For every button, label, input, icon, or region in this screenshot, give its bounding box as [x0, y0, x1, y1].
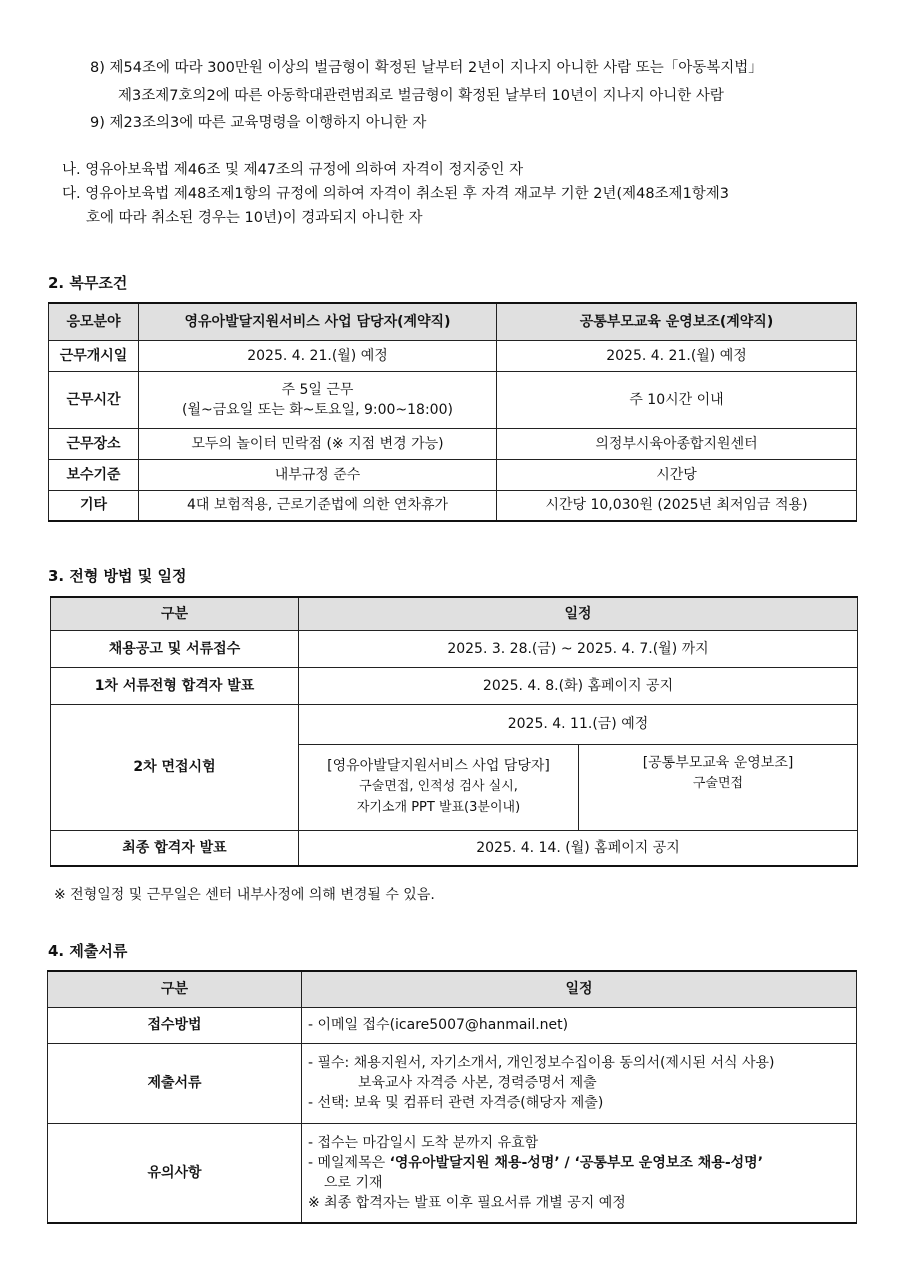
cell-value: 4대 보험적용, 근로기준법에 의한 연차휴가: [139, 490, 497, 521]
cell-value: 2025. 3. 28.(금) ~ 2025. 4. 7.(월) 까지: [299, 630, 858, 667]
table-row: [49, 340, 857, 371]
item-8-line1: 8) 제54조에 따라 300만원 이상의 벌금형이 확정된 날부터 2년이 지나지 아니한 사람 또는「아동복지법」: [90, 60, 763, 76]
cell-value: - 이메일 접수(icare5007@hanmail.net): [302, 1007, 857, 1043]
cell-value: 시간당: [497, 459, 857, 490]
row-label: 2차 면접시험: [51, 704, 299, 830]
cell-value: [302, 1043, 857, 1123]
table-row: [51, 830, 858, 866]
cell-value: 모두의 놀이터 민락점 (※ 지점 변경 가능): [139, 428, 497, 459]
row-label: 보수기준: [49, 459, 139, 490]
section-4-title: 4. 제출서류: [48, 942, 128, 960]
cell-line: 주 5일 근무: [281, 381, 354, 398]
item-na: 나. 영유아보육법 제46조 및 제47조의 규정에 의하여 자격이 정지중인 자: [62, 162, 524, 178]
mail-subject-format: ‘영유아발달지원 채용-성명’ / ‘공통부모 운영보조 채용-성명’: [389, 1154, 764, 1171]
table-row: [49, 371, 857, 428]
table-row: [49, 459, 857, 490]
cell-value: 내부규정 준수: [139, 459, 497, 490]
cell-value: 2025. 4. 14. (월) 홈페이지 공지: [299, 830, 858, 866]
row-label: 제출서류: [48, 1043, 302, 1123]
table-row: [48, 1007, 857, 1043]
table-row: [49, 428, 857, 459]
header-field: 응모분야: [49, 303, 139, 340]
cell-value: [302, 1123, 857, 1223]
header-category: 구분: [48, 971, 302, 1007]
header-schedule: 일정: [302, 971, 857, 1007]
cell-text: - 메일제목은: [308, 1154, 390, 1171]
section-3-title: 3. 전형 방법 및 일정: [48, 567, 187, 585]
cell-value: 의정부시육아종합지원센터: [497, 428, 857, 459]
documents-table: [47, 970, 857, 1224]
schedule-table: [50, 596, 858, 867]
header-schedule: 일정: [299, 597, 858, 630]
cell-line: 자기소개 PPT 발표(3분이내): [356, 800, 521, 815]
cell-value: 주 10시간 이내: [497, 371, 857, 428]
row-label: 유의사항: [48, 1123, 302, 1223]
cell-line: 구술면접: [692, 775, 744, 791]
cell-value: 2025. 4. 8.(화) 홈페이지 공지: [299, 667, 858, 704]
cell-value: [139, 371, 497, 428]
row-label: 근무시간: [49, 371, 139, 428]
schedule-note: ※ 전형일정 및 근무일은 센터 내부사정에 의해 변경될 수 있음.: [54, 887, 435, 903]
header-developmental-support: 영유아발달지원서비스 사업 담당자(계약직): [139, 303, 497, 340]
row-label: 접수방법: [48, 1007, 302, 1043]
cell-line: - 선택: 보육 및 컴퓨터 관련 자격증(해당자 제출): [308, 1095, 604, 1111]
cell-line: [308, 1153, 850, 1173]
interview-developmental-support: [299, 744, 579, 830]
table-row: [51, 667, 858, 704]
table-row: [49, 490, 857, 521]
row-label: 1차 서류전형 합격자 발표: [51, 667, 299, 704]
cell-line: (월~금요일 또는 화~토요일, 9:00~18:00): [182, 401, 453, 418]
table-row: [48, 1043, 857, 1123]
table-row: [48, 1123, 857, 1223]
item-9: 9) 제23조의3에 따른 교육명령을 이행하지 아니한 자: [90, 115, 427, 131]
item-da-line2: 호에 따라 취소된 경우는 10년)이 경과되지 아니한 자: [86, 210, 423, 226]
cell-line: - 필수: 채용지원서, 자기소개서, 개인정보수집이용 동의서(제시된 서식 사용): [308, 1055, 775, 1071]
header-category: 구분: [51, 597, 299, 630]
cell-value: 2025. 4. 21.(월) 예정: [139, 340, 497, 371]
cell-value: 시간당 10,030원 (2025년 최저임금 적용): [497, 490, 857, 521]
cell-line: - 접수는 마감일시 도착 분까지 유효함: [308, 1134, 539, 1151]
cell-value: 2025. 4. 21.(월) 예정: [497, 340, 857, 371]
item-8-line2: 제3조제7호의2에 따른 아동학대관련범죄로 벌금형이 확정된 날부터 10년이 지나지 아니한 사람: [118, 88, 724, 104]
section-2-title: 2. 복무조건: [48, 274, 128, 292]
work-conditions-table: [48, 302, 857, 522]
row-label: 최종 합격자 발표: [51, 830, 299, 866]
table-row: [51, 704, 858, 744]
row-label: 근무장소: [49, 428, 139, 459]
row-label: 기타: [49, 490, 139, 521]
table-row: [51, 630, 858, 667]
row-label: 근무개시일: [49, 340, 139, 371]
item-da-line1: 다. 영유아보육법 제48조제1항의 규정에 의하여 자격이 취소된 후 자격 재교부 기한 2년(제48조제1항제3: [62, 186, 730, 202]
interview-parent-education: [579, 744, 858, 830]
cell-line: ※ 최종 합격자는 발표 이후 필요서류 개별 공지 예정: [308, 1194, 626, 1211]
cell-value: 2025. 4. 11.(금) 예정: [299, 704, 858, 744]
header-parent-education: 공통부모교육 운영보조(계약직): [497, 303, 857, 340]
cell-line: 구술면접, 인적성 검사 실시,: [359, 779, 518, 794]
cell-title: [공통부모교육 운영보조]: [642, 754, 794, 771]
cell-line: 보육교사 자격증 사본, 경력증명서 제출: [358, 1075, 597, 1091]
cell-line: 으로 기재: [324, 1174, 383, 1191]
row-label: 채용공고 및 서류접수: [51, 630, 299, 667]
cell-title: [영유아발달지원서비스 사업 담당자]: [327, 758, 550, 774]
